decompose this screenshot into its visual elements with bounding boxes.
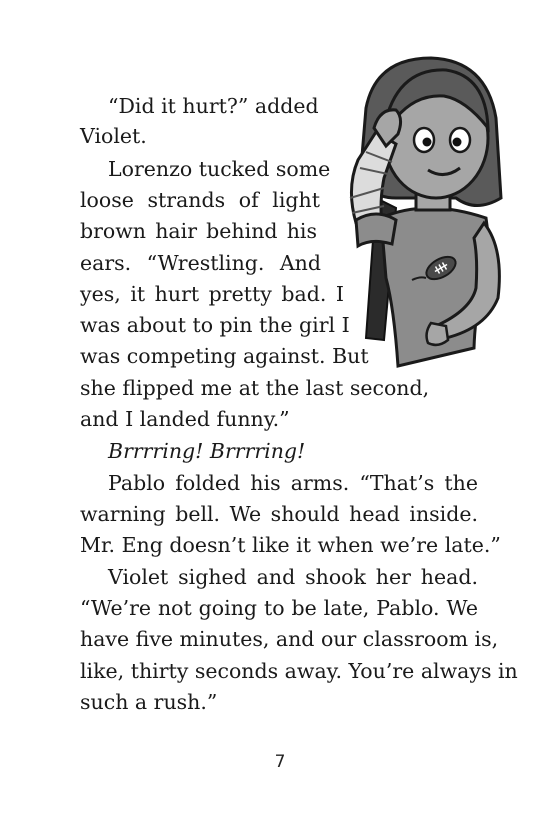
text-line: was competing against. But	[80, 344, 369, 368]
text-line: warning bell. We should head inside.	[80, 502, 478, 526]
text-line: she flipped me at the last second,	[80, 376, 430, 400]
text-line: Mr. Eng doesn’t like it when we’re late.”	[80, 533, 501, 557]
text-line: “Did it hurt?” added	[108, 94, 319, 118]
text-line: like, thirty seconds away. You’re always in	[80, 659, 518, 683]
text-line: was about to pin the girl I	[80, 313, 350, 337]
text-line: such a rush.”	[80, 690, 218, 714]
girl-with-bandaged-arm-illustration	[336, 48, 516, 368]
text-line: loose strands of light	[80, 188, 320, 212]
text-line: Lorenzo tucked some	[108, 157, 331, 181]
text-line: ears. “Wrestling. And	[80, 251, 321, 275]
text-line: brown hair behind his	[80, 219, 317, 243]
text-line: yes, it hurt pretty bad. I	[80, 282, 344, 306]
text-line: Violet sighed and shook her head.	[108, 565, 478, 589]
text-line: and I landed funny.”	[80, 407, 290, 431]
text-line: Pablo folded his arms. “That’s the	[108, 471, 478, 495]
page-number: 7	[274, 752, 286, 772]
text-line: have five minutes, and our classroom is,	[80, 627, 499, 651]
text-line: Violet.	[80, 124, 147, 148]
text-line: “We’re not going to be late, Pablo. We	[80, 596, 478, 620]
text-line: Brrrring! Brrrring!	[108, 439, 306, 463]
